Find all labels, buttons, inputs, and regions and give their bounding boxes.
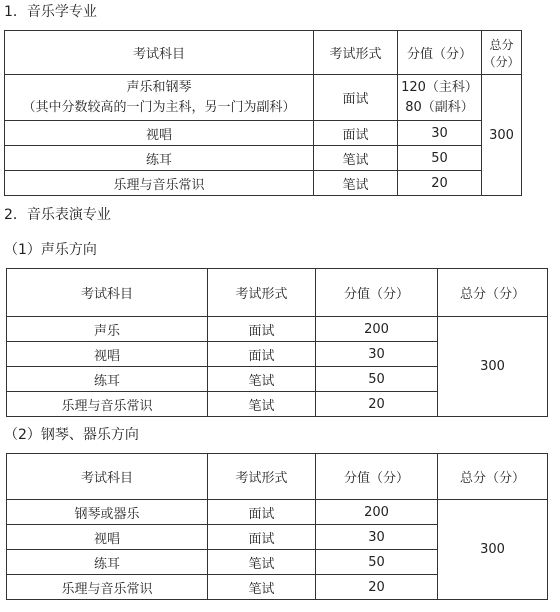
form-cell: 笔试 [208, 367, 316, 392]
subject-cell: 声乐 [7, 317, 208, 342]
form-cell: 笔试 [208, 392, 316, 417]
total-cell: 300 [438, 317, 548, 417]
score-cell: 50 [316, 550, 438, 575]
header-score: 分值（分） [316, 269, 438, 317]
subject-cell: 练耳 [7, 550, 208, 575]
subject-cell: 乐理与音乐常识 [5, 171, 314, 196]
header-subject: 考试科目 [7, 269, 208, 317]
score-cell: 50 [398, 146, 482, 171]
subject-line: 声乐和钢琴 [126, 79, 192, 95]
table-row [7, 500, 548, 525]
music-studies-exam-table [4, 30, 522, 196]
score-line: 120（主科） [401, 79, 478, 95]
instrumental-exam-table [6, 453, 548, 600]
table-row [5, 171, 522, 196]
score-cell: 20 [316, 392, 438, 417]
header-form: 考试形式 [314, 31, 398, 75]
section1-heading: 1．音乐学专业 [4, 4, 97, 20]
section2-sub2-heading: （2）钢琴、器乐方向 [4, 427, 139, 443]
score-cell: 200 [316, 317, 438, 342]
score-cell: 200 [316, 500, 438, 525]
subject-cell: 练耳 [5, 146, 314, 171]
subject-cell: 练耳 [7, 367, 208, 392]
subject-cell [5, 75, 314, 121]
subject-cell: 视唱 [5, 121, 314, 146]
form-cell: 笔试 [314, 146, 398, 171]
subject-cell: 乐理与音乐常识 [7, 575, 208, 600]
header-subject: 考试科目 [5, 31, 314, 75]
score-cell: 20 [316, 575, 438, 600]
header-subject: 考试科目 [7, 454, 208, 500]
section2-heading: 2．音乐表演专业 [4, 207, 111, 223]
subject-cell: 乐理与音乐常识 [7, 392, 208, 417]
score-cell: 30 [316, 342, 438, 367]
table-row [5, 75, 522, 121]
subject-line: （其中分数较高的一门为主科，另一门为副科） [22, 99, 296, 115]
section2-sub1-heading: （1）声乐方向 [4, 242, 97, 258]
header-total: 总分（分） [438, 269, 548, 317]
table-row [7, 317, 548, 342]
vocal-exam-table [6, 268, 548, 417]
table-header-row [5, 31, 522, 75]
header-score: 分值（分） [316, 454, 438, 500]
form-cell: 面试 [208, 525, 316, 550]
form-cell: 笔试 [208, 550, 316, 575]
score-cell: 20 [398, 171, 482, 196]
subject-cell: 视唱 [7, 342, 208, 367]
total-cell: 300 [438, 500, 548, 600]
subject-cell: 钢琴或器乐 [7, 500, 208, 525]
table-header-row [7, 454, 548, 500]
score-cell: 30 [316, 525, 438, 550]
table-header-row [7, 269, 548, 317]
form-cell: 面试 [314, 75, 398, 121]
score-cell [398, 75, 482, 121]
subject-cell: 视唱 [7, 525, 208, 550]
form-cell: 面试 [208, 317, 316, 342]
form-cell: 笔试 [208, 575, 316, 600]
table-row [5, 121, 522, 146]
header-total: 总分（分） [482, 31, 522, 75]
score-line: 80（副科） [405, 99, 474, 115]
score-cell: 30 [398, 121, 482, 146]
header-form: 考试形式 [208, 454, 316, 500]
score-cell: 50 [316, 367, 438, 392]
header-form: 考试形式 [208, 269, 316, 317]
form-cell: 笔试 [314, 171, 398, 196]
header-total: 总分（分） [438, 454, 548, 500]
total-cell: 300 [482, 75, 522, 196]
form-cell: 面试 [314, 121, 398, 146]
form-cell: 面试 [208, 500, 316, 525]
header-score: 分值（分） [398, 31, 482, 75]
form-cell: 面试 [208, 342, 316, 367]
table-row [5, 146, 522, 171]
